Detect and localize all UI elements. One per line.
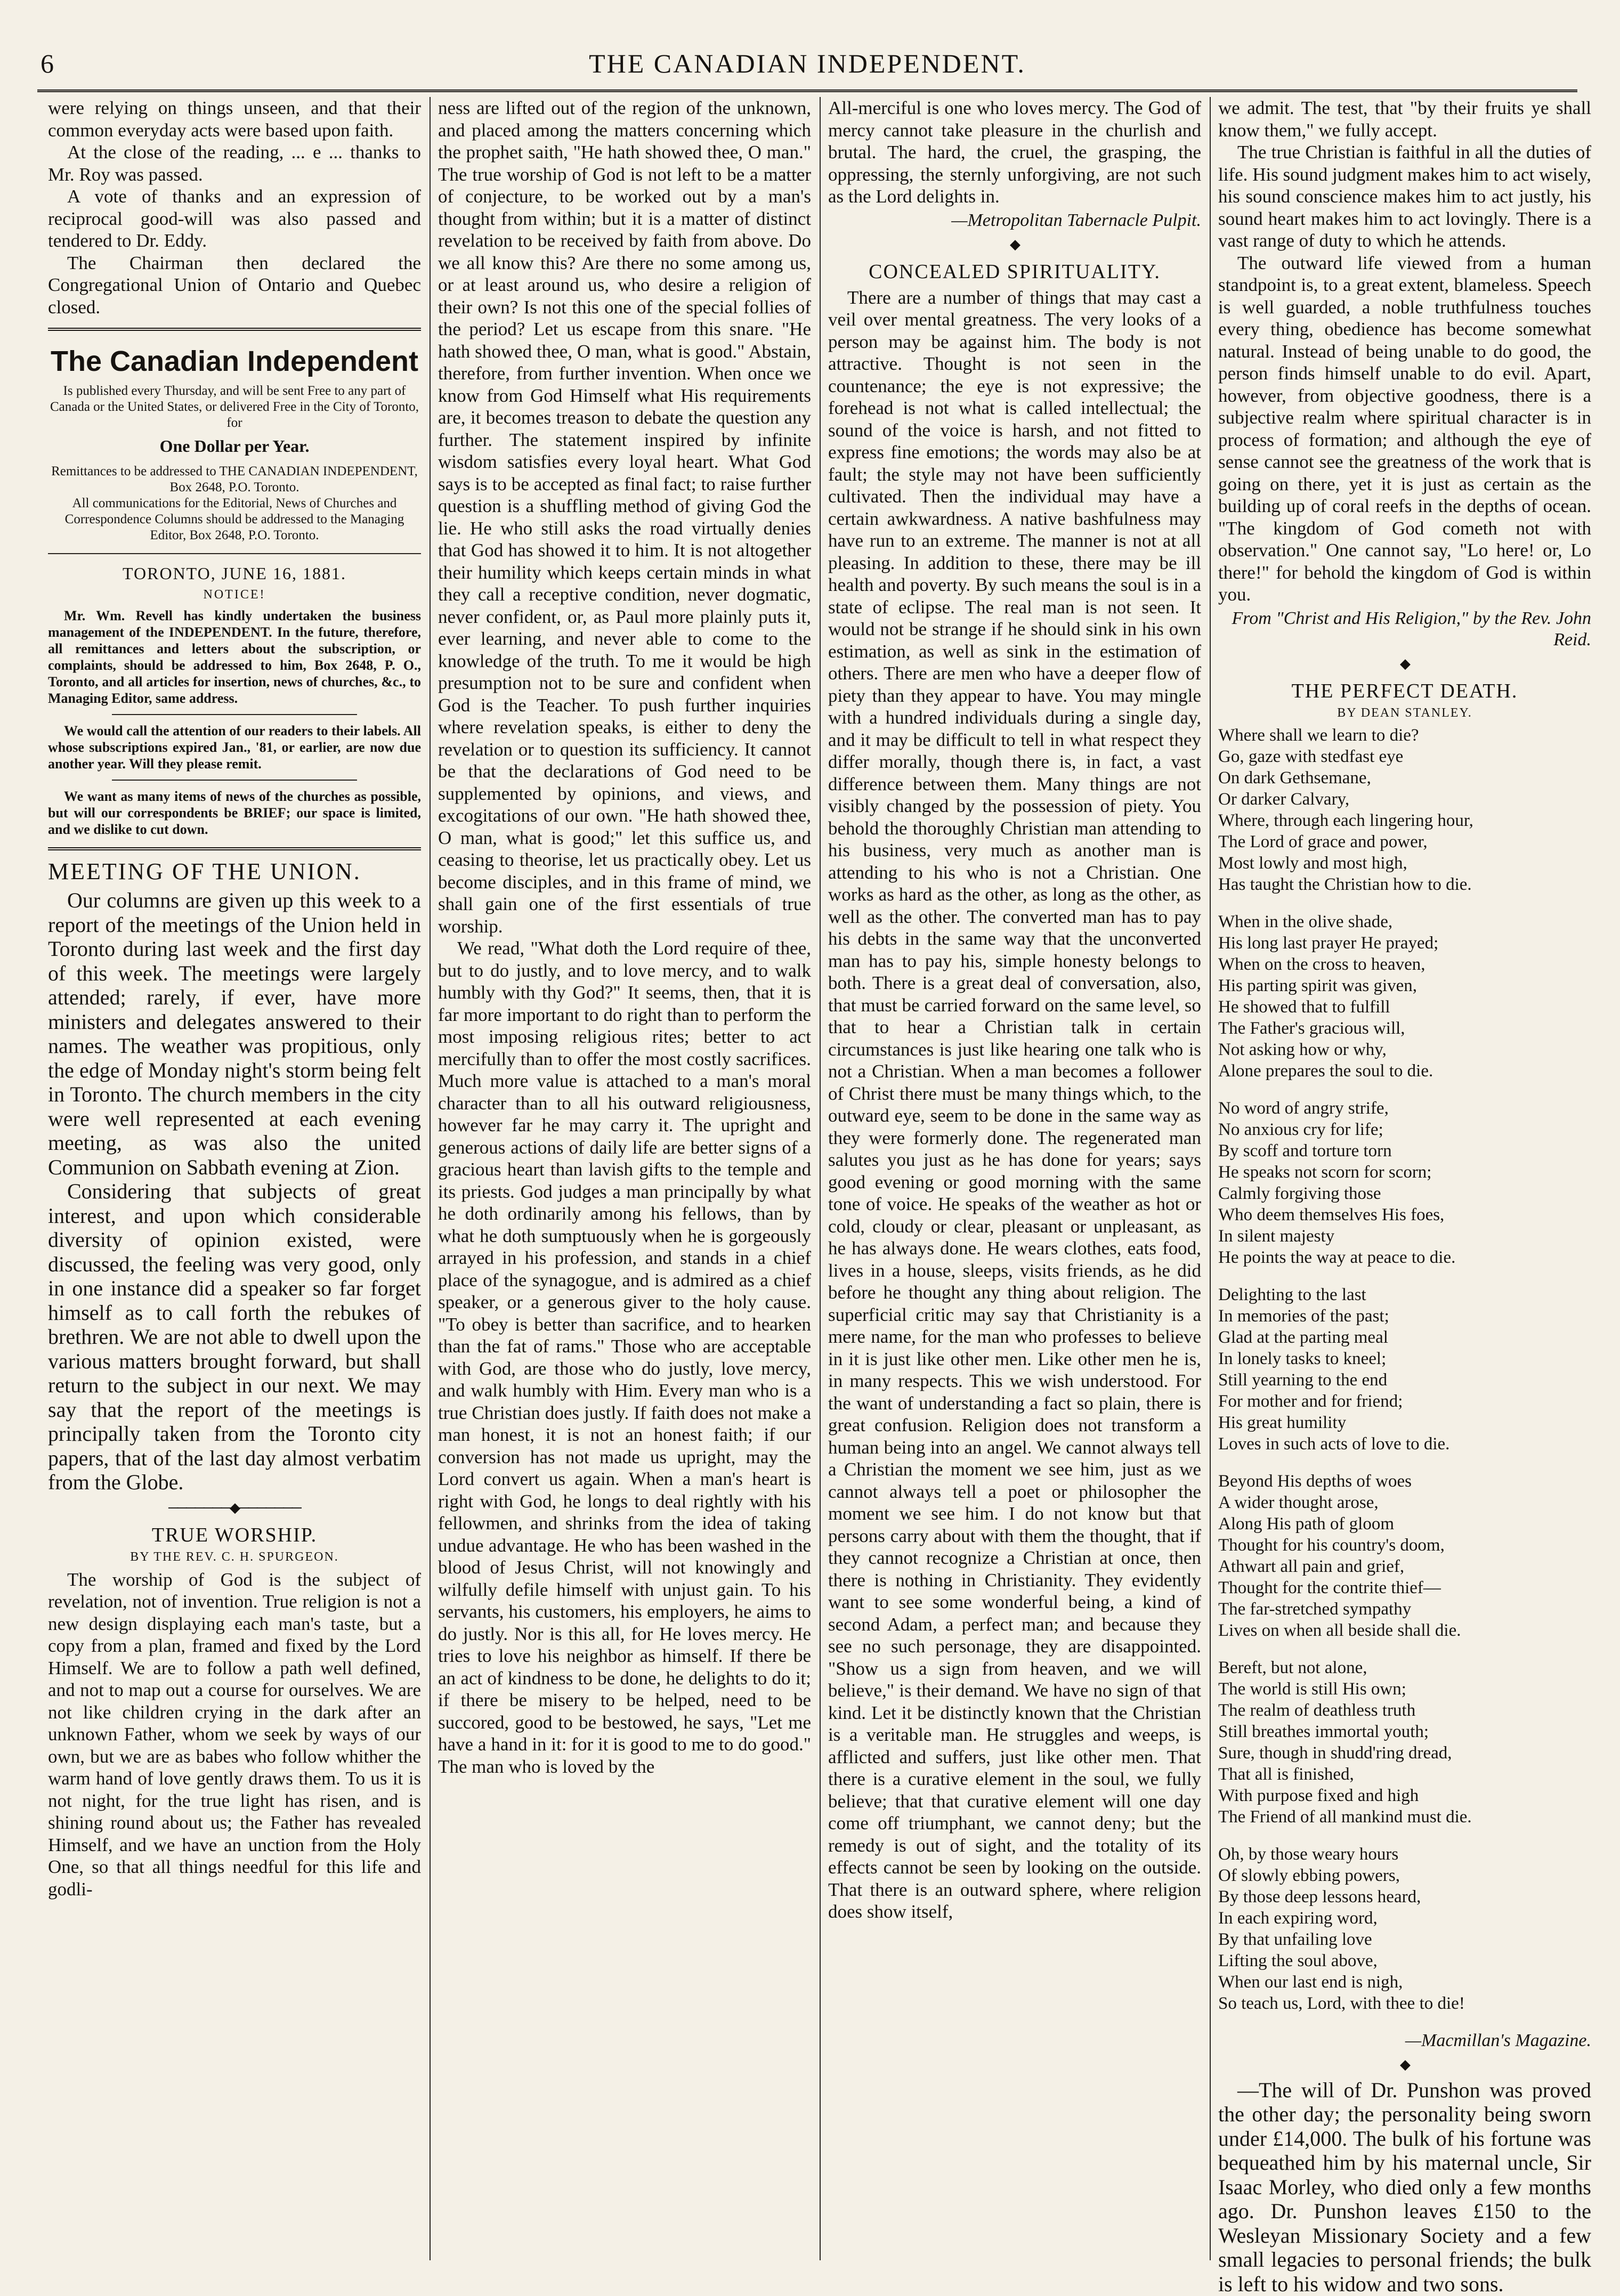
poem-line: Oh, by those weary hours [1218, 1844, 1591, 1865]
poem-line: Most lowly and most high, [1218, 853, 1591, 874]
divider [48, 847, 421, 850]
poem-stanza [1218, 1284, 1591, 1455]
poem-line: Where shall we learn to die? [1218, 725, 1591, 746]
poem-line: Thought for the contrite thief— [1218, 1577, 1591, 1599]
poem-line: Beyond His depths of woes [1218, 1471, 1591, 1492]
dateline: TORONTO, JUNE 16, 1881. [48, 564, 421, 583]
byline: BY DEAN STANLEY. [1218, 706, 1591, 720]
column-4 [1218, 97, 1591, 2260]
source-credit: —Macmillan's Magazine. [1218, 2030, 1591, 2051]
poem-line: He speaks not scorn for scorn; [1218, 1162, 1591, 1183]
column-divider [820, 97, 821, 2260]
header-rule [37, 90, 1577, 92]
ornament-divider: ◆ [1218, 656, 1591, 672]
subscription-rate: One Dollar per Year. [48, 436, 421, 456]
poem-stanza [1218, 1657, 1591, 1828]
poem-line: Lifting the soul above, [1218, 1950, 1591, 1972]
newspaper-title: THE CANADIAN INDEPENDENT. [37, 48, 1577, 79]
poem-line: By those deep lessons heard, [1218, 1886, 1591, 1908]
paragraph: were relying on things unseen, and that their common everyday acts were based upon faith. [48, 97, 421, 141]
poem-line: When on the cross to heaven, [1218, 954, 1591, 975]
poem-stanza [1218, 725, 1591, 895]
notice-text: We want as many items of news of the churches as possible, but will our correspondents be BRIEF; our space is limited, and we dislike to cut down. [48, 788, 421, 838]
poem-line: By that unfailing love [1218, 1929, 1591, 1950]
article-heading: CONCEALED SPIRITUALITY. [828, 260, 1201, 283]
paragraph: A vote of thanks and an expression of reciprocal good-will was also passed and tendered to Dr. Eddy. [48, 185, 421, 252]
poem-stanza [1218, 1098, 1591, 1268]
poem-line: Delighting to the last [1218, 1284, 1591, 1305]
poem-line: Still breathes immortal youth; [1218, 1721, 1591, 1742]
paragraph: At the close of the reading, ... e ... thanks to Mr. Roy was passed. [48, 141, 421, 185]
poem-line: Go, gaze with stedfast eye [1218, 746, 1591, 767]
poem-line: When our last end is nigh, [1218, 1972, 1591, 1993]
poem-line: Bereft, but not alone, [1218, 1657, 1591, 1678]
poem-line: Has taught the Christian how to die. [1218, 874, 1591, 895]
poem-line: When in the olive shade, [1218, 911, 1591, 932]
poem-line: Glad at the parting meal [1218, 1327, 1591, 1348]
poem-line: That all is finished, [1218, 1764, 1591, 1785]
divider [112, 780, 357, 781]
poem-line: He showed that to fulfill [1218, 996, 1591, 1018]
poem-stanza [1218, 1844, 1591, 2014]
poem-line: He points the way at peace to die. [1218, 1247, 1591, 1268]
page-header [37, 46, 1577, 83]
poem-line: The Father's gracious will, [1218, 1018, 1591, 1039]
paragraph: The Chairman then declared the Congregational Union of Ontario and Quebec closed. [48, 252, 421, 319]
poem-line: Alone prepares the soul to die. [1218, 1060, 1591, 1082]
poem-line: In each expiring word, [1218, 1908, 1591, 1929]
notice-text: Mr. Wm. Revell has kindly undertaken the business management of the INDEPENDENT. In the future, therefore, all remittances and letters about the subscription, or complaints, should be addressed to him, Box 2648, P. O., Toronto, and all articles for insertion, news of churches, &c., to Managing Editor, same address. [48, 607, 421, 707]
paragraph: Our columns are given up this week to a report of the meetings of the Union held in Toronto during last week and the first day of this week. The meetings were largely attended; rarely, if ever, have more ministers and delegates answered to their names. The weather was propitious, only the edge of Monday night's storm being felt in Toronto. The church members in the city were well represented at each evening meeting, as was also the united Communion on Sabbath evening at Zion. [48, 888, 421, 1179]
column-2 [438, 97, 811, 2260]
column-3 [828, 97, 1201, 2260]
poem-line: His great humility [1218, 1412, 1591, 1433]
poem-line: Not asking how or why, [1218, 1039, 1591, 1060]
poem-line: Along His path of gloom [1218, 1513, 1591, 1535]
ornament-divider: ───────◆─────── [48, 1500, 421, 1516]
poem-line: His long last prayer He prayed; [1218, 932, 1591, 954]
poem-line: With purpose fixed and high [1218, 1785, 1591, 1806]
poem-line: His parting spirit was given, [1218, 975, 1591, 996]
page-number: 6 [40, 48, 54, 79]
column-divider [1210, 97, 1211, 2260]
poem-line: For mother and for friend; [1218, 1391, 1591, 1412]
paragraph: There are a number of things that may cast a veil over mental greatness. The very looks of a person may be against him. The body is not attractive. Thought is not seen in the countenance; the eye is not expressive; the forehead is not what is called intellectual; the sound of the voice is harsh, and not fitted to express fine emotions; the words may also be at fault; the style may not have been sufficiently cultivated. Then the individual may have a certain awkwardness. A native bashfulness may have run to an extreme. The manner is not at all pleasing. In addition to these, there may be ill health and poverty. By such means the soul is in a state of eclipse. The real man is not seen. It would not be strange if he should sink in his own estimation, as well as sink in the estimation of others. There are men who have a deeper flow of piety than they appear to have. You may mingle with a hundred individuals during a single day, and it may be difficult to tell in what respect they differ morally, though there is, in fact, a vast difference between them. Many things are not visibly changed by the possession of piety. You behold the thoroughly Christian man attending to his business, very much as another man is attending to his who is not a Christian. One works as hard as the other, as long as the other, as well as the other. The converted man has to pay his debts in the same way that the unconverted man has to pay his, simple honesty belongs to both. There is a great deal of conversation, also, that must be carried forward on the same level, so that to hear a Christian talk in certain circumstances is just like hearing one talk who is not a Christian. When a man becomes a follower of Christ there must be many things which, to the outward eye, seem to be done in the same way as they were formerly done. The regenerated man salutes you just as he has done for years; says good evening or good morning with the same tone of voice. He speaks of the weather as hot or cold, cloudy or clear, pleasant or unpleasant, as he has always done. He wears clothes, eats food, lives in a house, sleeps, visits friends, as he did before he thought any thing about religion. The superficial critic may say that Christianity is a mere name, for the man who professes to believe in it is just like other men. Like other men he is, in many respects. This we wish understood. For the want of understanding a fact so plain, there is great confusion. Religion does not transform a human being into an angel. We cannot always tell a Christian the moment we see him, just as we cannot always tell a poet or philosopher the moment we see him. I do not know but that persons carry about with them the thought, that if they cannot recognize a Christian at once, then there is nothing in Christianity. They evidently want to see some wonderful being, a kind of second Adam, a perfect man; and because they see no such personage, they are disappointed. "Show us a sign from heaven, and we will believe," is their demand. We have no sign of that kind. Let it be distinctly known that the Christian is a veritable man. He struggles and weeps, is afflicted and suffers, just like other men. That there is a curative element in the soul, we fully believe; that that curative element will one day come off triumphant, we cannot deny; but the remedy is out of sight, and the totality of its effects cannot be seen by looking on the outside. That there is an outward sphere, where religion does show itself, [828, 287, 1201, 1923]
poem-title: THE PERFECT DEATH. [1218, 679, 1591, 703]
poem-stanza [1218, 911, 1591, 1082]
poem-line: Who deem themselves His foes, [1218, 1204, 1591, 1226]
column-divider [430, 97, 431, 2260]
poem-line: The Friend of all mankind must die. [1218, 1806, 1591, 1828]
poem-line: Of slowly ebbing powers, [1218, 1865, 1591, 1886]
paragraph: We read, "What doth the Lord require of thee, but to do justly, and to love mercy, and to walk humbly with thy God?" It seems, then, that it is far more important to do right than to perform the most imposing religious rites; better to act mercifully than to offer the most costly sacrifices. Much more value is attached to a man's moral character than to all his outward religiousness, however far he may carry it. The upright and generous actions of daily life are better signs of a gracious heart than lavish gifts to the temple and its priests. God judges a man principally by what he doth ordinarily among his fellows, than by what he doth sumptuously when he is gorgeously arrayed in his profession, and stands in a chief place of the synagogue, and is admired as a chief speaker, or a generous giver to the holy cause. "To obey is better than sacrifice, and to hearken than the fat of rams." Those who are acceptable with God, are those who do justly, love mercy, and walk humbly with Him. Every man who is a true Christian does justly. If faith does not make a man honest, it is not an honest faith; if our conversion has not made us upright, may the Lord convert us again. When a man's heart is right with God, he longs to deal rightly with his fellowmen, and shrinks from the idea of taking undue advantage. He who has been washed in the blood of Jesus Christ, will not knowingly and wilfully defile himself with unjust gain. To his servants, his customers, his employers, he aims to do justly. Nor is this all, for He loves mercy. He tries to love his neighbor as himself. If there be an act of kindness to be done, he delights to do it; if there be misery to be helped, need to be succored, good to be bestowed, he says, "Let me have a hand in it: for it is good to me to do good." The man who is loved by the [438, 937, 811, 1778]
divider [48, 328, 421, 331]
poem-line: By scoff and torture torn [1218, 1140, 1591, 1162]
poem-line: The realm of deathless truth [1218, 1700, 1591, 1721]
poem-line: Where, through each lingering hour, [1218, 810, 1591, 831]
poem-line: Loves in such acts of love to die. [1218, 1433, 1591, 1455]
poem-line: On dark Gethsemane, [1218, 767, 1591, 789]
poem-line: The Lord of grace and power, [1218, 831, 1591, 853]
paragraph: All-merciful is one who loves mercy. The God of mercy cannot take pleasure in the churlish and brutal. The hard, the cruel, the grasping, the oppressing, the sternly unforgiving, are not such as the Lord delights in. [828, 97, 1201, 208]
poem-line: Sure, though in shudd'ring dread, [1218, 1742, 1591, 1764]
notice-heading: NOTICE! [48, 588, 421, 602]
paragraph: —The will of Dr. Punshon was proved the other day; the personality being sworn under £14,000. The bulk of his fortune was bequeathed him by his maternal uncle, Sir Isaac Morley, who died only a few months ago. Dr. Punshon leaves £150 to the Wesleyan Missionary Society and a few small legacies to personal friends; the bulk is left to his widow and two sons. [1218, 2078, 1591, 2296]
poem-line: In lonely tasks to kneel; [1218, 1348, 1591, 1369]
poem-line: Calmly forgiving those [1218, 1183, 1591, 1204]
poem-line: Lives on when all beside shall die. [1218, 1620, 1591, 1641]
article-heading: TRUE WORSHIP. [48, 1523, 421, 1547]
poem-line: A wider thought arose, [1218, 1492, 1591, 1513]
poem-line: In silent majesty [1218, 1226, 1591, 1247]
paragraph: The worship of God is the subject of revelation, not of invention. True religion is not a new design displaying each man's taste, but a copy from a plan, framed and fixed by the Lord Himself. We are to follow a path well defined, and not to map out a course for ourselves. We are not like children crying in the dark after an unknown Father, whom we seek by ways of our own, but we are as babes who follow whither the warm hand of love gently draws them. To us it is not night, for the true light has risen, and is shining round about us; the Father has revealed Himself, and we have an unction from the Holy One, so that all things needful for this life and godli- [48, 1569, 421, 1901]
paragraph: we admit. The test, that "by their fruits ye shall know them," we fully accept. [1218, 97, 1591, 141]
poem-line: Thought for his country's doom, [1218, 1535, 1591, 1556]
masthead-title: The Canadian Independent [48, 345, 421, 378]
divider [112, 714, 357, 715]
source-credit: From "Christ and His Religion," by the Rev. John Reid. [1218, 608, 1591, 651]
poem-line: The world is still His own; [1218, 1678, 1591, 1700]
poem-line: The far-stretched sympathy [1218, 1599, 1591, 1620]
publish-info: Is published every Thursday, and will be sent Free to any part of Canada or the United States, or delivered Free in the City of Toronto, for [48, 383, 421, 431]
byline: BY THE REV. C. H. SPURGEON. [48, 1550, 421, 1564]
poem-line: Athwart all pain and grief, [1218, 1556, 1591, 1577]
poem-line: In memories of the past; [1218, 1305, 1591, 1327]
paragraph: ness are lifted out of the region of the unknown, and placed among the matters concerning which the prophet saith, "He hath showed thee, O man." The true worship of God is not left to be a matter of conjecture, to be worked out by a man's thought from within; but it is a matter of distinct revelation to be received by faith from above. Do we all know this? Are there no some among us, or at least around us, who desire a religion of their own? Is not this one of the special follies of the period? Let us escape from this snare. "He hath showed thee, O man, what is good." Abstain, therefore, from further invention. When once we know from God Himself what His requirements are, it becomes treason to debate the question any further. The statement inspired by infinite wisdom satisfies every loyal heart. What God says is to be accepted as final fact; to raise further question is a shuffling method of giving God the lie. He who still asks the road virtually denies that God has showed it to him. It is not altogether their humility which keeps certain minds in what they call a receptive condition, never dogmatic, never confident, or, as Paul more plainly puts it, ever learning, and never able to come to the knowledge of the truth. To me it would be high presumption not to be sure and confident when God is the Teacher. To push further inquiries where revelation speaks, is either to deny the revelation or to question its sufficiency. It cannot be that the declarations of God need to be supplemented by opinions, and views, and excogitations of our own. "He hath showed thee, O man, what is good;" let this suffice us, and ceasing to theorise, let us practically obey. Let us become disciples, and in this frame of mind, we shall gain one of the first essentials of true worship. [438, 97, 811, 937]
poem-line: So teach us, Lord, with thee to die! [1218, 1993, 1591, 2014]
ornament-divider: ◆ [1218, 2057, 1591, 2073]
notice-text: We would call the attention of our readers to their labels. All whose subscriptions expired Jan., '81, or earlier, are now due another year. Will they please remit. [48, 723, 421, 772]
paragraph: Considering that subjects of great interest, and upon which considerable diversity of opinion existed, were discussed, the feeling was very good, only in one instance did a speaker so far forget himself as to call forth the rebukes of brethren. We are not able to dwell upon the various matters brought forward, but shall return to the subject in our next. We may say that the report of the meetings is principally taken from the Toronto city papers, that of the last day almost verbatim from the Globe. [48, 1179, 421, 1495]
poem [1218, 725, 1591, 2014]
remittance-info: Remittances to be addressed to THE CANADIAN INDEPENDENT, Box 2648, P.O. Toronto. [48, 464, 421, 496]
column-1 [48, 97, 421, 2260]
ornament-divider: ◆ [828, 237, 1201, 253]
divider [48, 553, 421, 554]
poem-line: Or darker Calvary, [1218, 789, 1591, 810]
communications-info: All communications for the Editorial, News of Churches and Correspondence Columns should be addressed to the Managing Editor, Box 2648, P.O. Toronto. [48, 496, 421, 543]
poem-line: Still yearning to the end [1218, 1369, 1591, 1391]
article-heading: MEETING OF THE UNION. [48, 858, 421, 885]
poem-line: No word of angry strife, [1218, 1098, 1591, 1119]
source-credit: —Metropolitan Tabernacle Pulpit. [828, 210, 1201, 231]
poem-stanza [1218, 1471, 1591, 1641]
poem-line: No anxious cry for life; [1218, 1119, 1591, 1140]
paragraph: The outward life viewed from a human standpoint is, to a great extent, blameless. Speech is well guarded, a noble truthfulness touches every thing, obedience has become somewhat natural. Instead of being unable to do good, the person finds himself unable to do evil. Apart, however, from objective goodness, there is a subjective realm where spiritual character is in process of formation; and although the eye of sense cannot see the greatness of the work that is going on there, yet it is just as certain as the building up of coral reefs in the depths of ocean. "The kingdom of God cometh not with observation." One cannot say, "Lo here! or, Lo there!" for behold the kingdom of God is within you. [1218, 252, 1591, 606]
paragraph: The true Christian is faithful in all the duties of life. His sound judgment makes him to act wisely, his sound conscience makes him to act justly, his sound heart makes him to act lovingly. There is a vast range of duty to which he attends. [1218, 141, 1591, 252]
